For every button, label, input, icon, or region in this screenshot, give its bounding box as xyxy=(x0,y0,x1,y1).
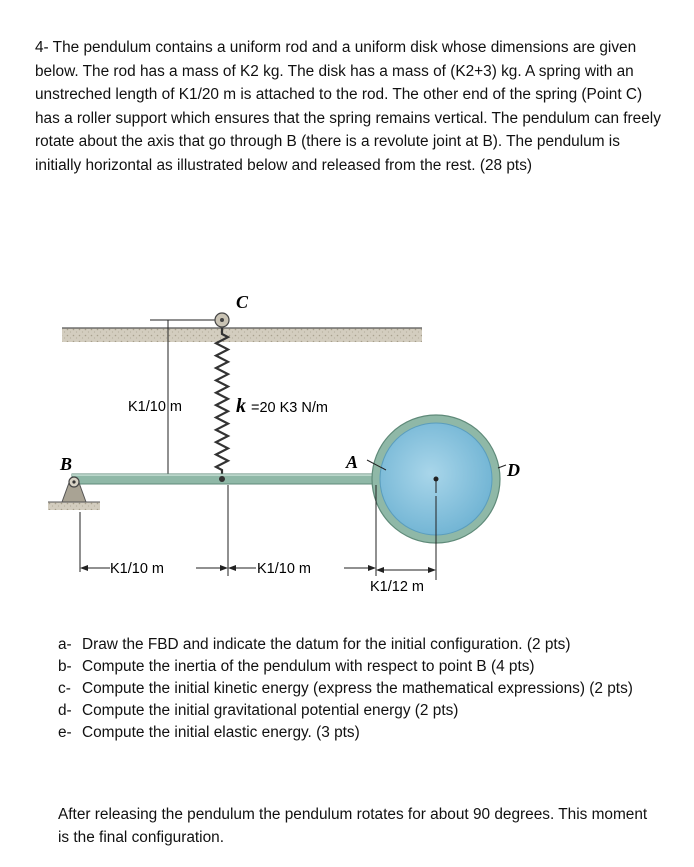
dim-bottom-left-label: K1/10 m xyxy=(110,561,164,577)
pin-b-center xyxy=(72,480,75,483)
question-label: e- xyxy=(58,724,72,741)
point-b-label: B xyxy=(60,454,73,474)
pendulum-diagram xyxy=(0,280,694,600)
question-item xyxy=(58,656,658,678)
question-list xyxy=(58,634,658,744)
ceiling-ground xyxy=(62,328,422,342)
question-item xyxy=(58,678,658,700)
point-a-label: A xyxy=(346,452,359,472)
dim-arrowhead-3b xyxy=(428,567,436,573)
spring-attachment-point xyxy=(219,476,225,482)
problem-intro-text: 4- The pendulum contains a uniform rod and a uniform disk whose dimensions are given below. The rod has a mass of K2 kg. The disk has a mass of (K2+3) kg. A spring with an unstreched length of K1/20 m is attached to the rod. The other end of the spring (Point C) has a roller support which ensures that the spring remains vertical. The pendulum can freely rotate about the axis that go through B (there is a revolute joint at B). The pendulum is initially horizontal as illustrated below and released from the rest. (28 pts) xyxy=(35,39,661,174)
point-d-label: D xyxy=(507,460,520,480)
dim-vertical-label: K1/10 m xyxy=(128,399,182,415)
spring-k-value: =20 K3 N/m xyxy=(251,400,328,416)
question-item xyxy=(58,722,658,744)
dim-arrowhead-1b xyxy=(220,565,228,571)
point-c-label: C xyxy=(236,292,249,312)
dim-arrowhead-1a xyxy=(80,565,88,571)
question-text: Draw the FBD and indicate the datum for the initial configuration. (2 pts) xyxy=(82,636,571,653)
question-text: Compute the inertia of the pendulum with respect to point B (4 pts) xyxy=(82,658,535,675)
dim-arrowhead-2a xyxy=(228,565,236,571)
after-release-text: After releasing the pendulum the pendulum rotates for about 90 degrees. This moment is the final configuration. xyxy=(58,806,648,846)
question-text: Compute the initial gravitational potential energy (2 pts) xyxy=(82,702,459,719)
question-text: Compute the initial elastic energy. (3 pts) xyxy=(82,724,360,741)
question-label: c- xyxy=(58,680,71,697)
support-base xyxy=(48,502,100,510)
dim-arrowhead-3a xyxy=(376,567,384,573)
dim-bottom-mid-label: K1/10 m xyxy=(257,561,311,577)
question-label: a- xyxy=(58,636,72,653)
spring-k-symbol: k xyxy=(236,395,246,417)
dim-bottom-right-label: K1/12 m xyxy=(370,579,424,595)
question-item xyxy=(58,700,658,722)
question-label: b- xyxy=(58,658,72,675)
pendulum-figure xyxy=(0,280,694,600)
question-text: Compute the initial kinetic energy (express the mathematical expressions) (2 pts) xyxy=(82,680,633,697)
dim-arrowhead-2b xyxy=(368,565,376,571)
spring xyxy=(216,328,228,476)
roller-c-pin xyxy=(220,318,224,322)
question-label: d- xyxy=(58,702,72,719)
question-item xyxy=(58,634,658,656)
problem-statement xyxy=(35,36,665,178)
